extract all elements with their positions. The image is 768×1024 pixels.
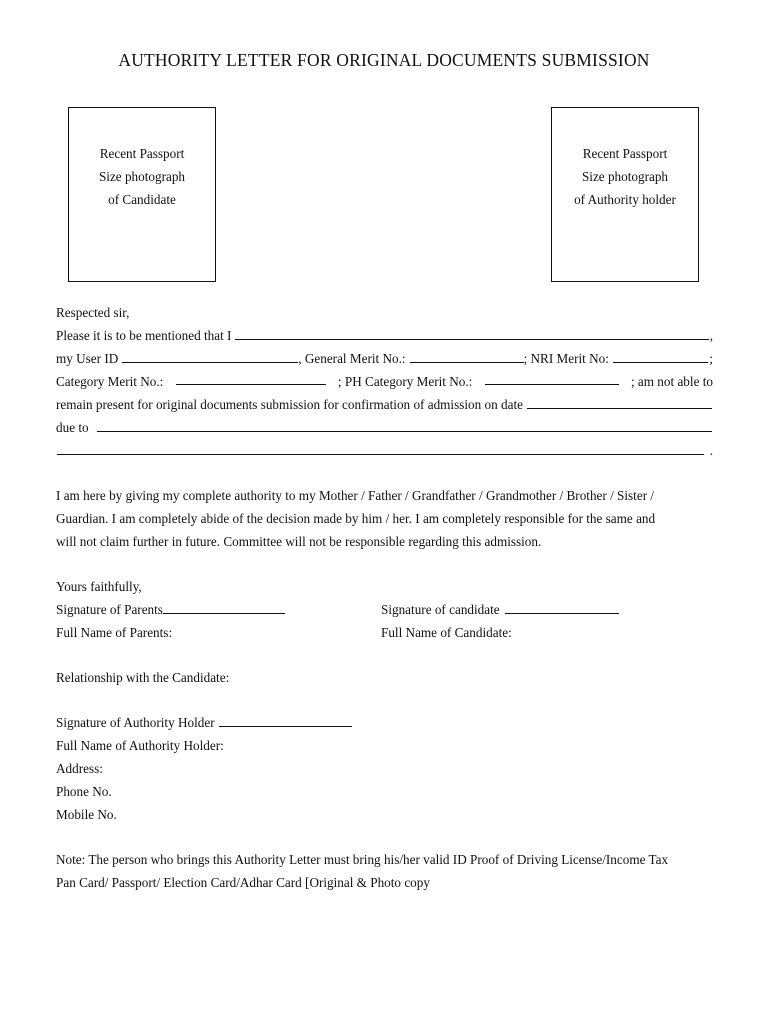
- candidate-photo-label-2: Size photograph: [98, 169, 186, 184]
- nri-merit-label: ; NRI Merit No:: [523, 351, 609, 366]
- due-to-label: due to: [56, 420, 89, 435]
- document-title: AUTHORITY LETTER FOR ORIGINAL DOCUMENTS SUBMISSION: [118, 50, 650, 70]
- merit-line: [56, 347, 713, 370]
- authority-paragraph-line-3: will not claim further in future. Committee will not be responsible regarding this admission.: [56, 534, 542, 549]
- authority-photo-label-2: Size photograph: [581, 169, 669, 184]
- closing-right: [381, 598, 619, 644]
- mention-prefix: Please it is to be mentioned that I: [56, 328, 232, 343]
- candidate-photo-label-1: Recent Passport: [99, 146, 185, 161]
- authority-photo-box: [551, 107, 699, 282]
- remain-text: remain present for original documents submission for confirmation of admission on date: [56, 397, 523, 412]
- note-line-2: Pan Card/ Passport/ Election Card/Adhar Card [Original & Photo copy: [56, 875, 430, 890]
- relationship-label: Relationship with the Candidate:: [56, 670, 230, 685]
- merit-semicolon: ;: [709, 351, 713, 366]
- parents-name-label: Full Name of Parents:: [56, 625, 173, 640]
- phone-label: Phone No.: [56, 784, 112, 799]
- note-line-1: Note: The person who brings this Authority Letter must bring his/her valid ID Proof of Driving License/Income Tax: [56, 852, 669, 867]
- authority-paragraph-line-2: Guardian. I am completely abide of the decision made by him / her. I am completely responsible for the same and: [56, 511, 656, 526]
- authority-signature-label: Signature of Authority Holder: [56, 715, 215, 730]
- general-merit-label: , General Merit No.:: [298, 351, 406, 366]
- due-to-line: [56, 416, 713, 439]
- reason-blank-1: [97, 417, 712, 432]
- category-line: [56, 370, 713, 393]
- category-merit-blank: [176, 370, 326, 385]
- date-line: [56, 393, 713, 416]
- authority-signature-line: [56, 711, 352, 734]
- candidate-signature-line: [381, 598, 619, 621]
- candidate-signature-label: Signature of candidate: [381, 602, 500, 617]
- category-merit-label: Category Merit No.:: [56, 374, 164, 389]
- general-merit-blank: [410, 348, 524, 363]
- date-blank: [527, 394, 712, 409]
- reason-blank-2: [57, 440, 704, 455]
- mobile-label: Mobile No.: [56, 807, 117, 822]
- ph-category-blank: [485, 370, 619, 385]
- note: [56, 848, 713, 894]
- mention-comma: ,: [709, 328, 713, 343]
- authority-photo-label-3: of Authority holder: [574, 192, 676, 207]
- salutation: Respected sir,: [56, 305, 130, 320]
- candidate-name-label: Full Name of Candidate:: [381, 625, 512, 640]
- authority-paragraph: [56, 484, 713, 553]
- nri-merit-blank: [613, 348, 708, 363]
- address-label: Address:: [56, 761, 103, 776]
- mention-line: [56, 324, 713, 347]
- candidate-name-blank: [235, 325, 708, 340]
- closing-left: [56, 575, 285, 644]
- candidate-signature-blank: [505, 599, 619, 614]
- letter-body: [56, 301, 713, 462]
- parents-signature-label: Signature of Parents: [56, 602, 163, 617]
- parents-signature-line: [56, 598, 285, 621]
- user-id-blank: [122, 348, 298, 363]
- not-able-label: ; am not able to: [630, 374, 713, 389]
- authority-details: [56, 711, 352, 826]
- reason-line: [56, 439, 713, 462]
- parents-signature-blank: [163, 599, 285, 614]
- authority-paragraph-line-1: I am here by giving my complete authority to my Mother / Father / Grandfather / Grandmother / Brother / Sister /: [56, 488, 655, 503]
- candidate-photo-label-3: of Candidate: [108, 192, 176, 207]
- candidate-photo-box: [68, 107, 216, 282]
- authority-signature-blank: [219, 712, 352, 727]
- yours-faithfully: Yours faithfully,: [56, 579, 142, 594]
- user-id-label: my User ID: [56, 351, 119, 366]
- ph-category-label: ; PH Category Merit No.:: [337, 374, 473, 389]
- reason-period: .: [709, 443, 713, 458]
- authority-photo-label-1: Recent Passport: [582, 146, 668, 161]
- authority-name-label: Full Name of Authority Holder:: [56, 738, 224, 753]
